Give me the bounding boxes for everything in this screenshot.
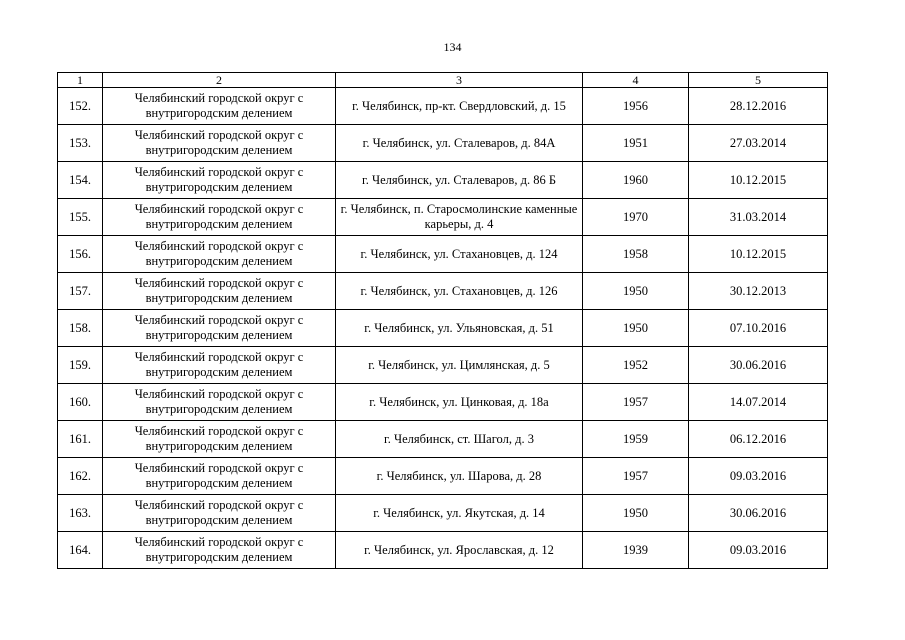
- address-cell: г. Челябинск, пр-кт. Свердловский, д. 15: [336, 88, 583, 125]
- row-number: 161.: [58, 421, 103, 458]
- date-cell: 07.10.2016: [689, 310, 828, 347]
- municipality-cell: Челябинский городской округ с внутригородским делением: [103, 384, 336, 421]
- municipality-cell: Челябинский городской округ с внутригородским делением: [103, 88, 336, 125]
- address-cell: г. Челябинск, ул. Якутская, д. 14: [336, 495, 583, 532]
- date-cell: 10.12.2015: [689, 236, 828, 273]
- column-header-2: 2: [103, 73, 336, 88]
- address-cell: г. Челябинск, ул. Сталеваров, д. 86 Б: [336, 162, 583, 199]
- date-cell: 30.06.2016: [689, 495, 828, 532]
- address-cell: г. Челябинск, ул. Стахановцев, д. 126: [336, 273, 583, 310]
- date-cell: 30.12.2013: [689, 273, 828, 310]
- year-cell: 1957: [583, 458, 689, 495]
- date-cell: 09.03.2016: [689, 532, 828, 569]
- municipality-cell: Челябинский городской округ с внутригородским делением: [103, 199, 336, 236]
- row-number: 152.: [58, 88, 103, 125]
- year-cell: 1956: [583, 88, 689, 125]
- row-number: 156.: [58, 236, 103, 273]
- municipality-cell: Челябинский городской округ с внутригородским делением: [103, 532, 336, 569]
- row-number: 157.: [58, 273, 103, 310]
- municipality-cell: Челябинский городской округ с внутригородским делением: [103, 162, 336, 199]
- column-header-5: 5: [689, 73, 828, 88]
- table-row: [58, 310, 828, 347]
- row-number: 153.: [58, 125, 103, 162]
- municipality-cell: Челябинский городской округ с внутригородским делением: [103, 310, 336, 347]
- municipality-cell: Челябинский городской округ с внутригородским делением: [103, 421, 336, 458]
- year-cell: 1960: [583, 162, 689, 199]
- municipality-cell: Челябинский городской округ с внутригородским делением: [103, 347, 336, 384]
- date-cell: 09.03.2016: [689, 458, 828, 495]
- row-number: 158.: [58, 310, 103, 347]
- date-cell: 27.03.2014: [689, 125, 828, 162]
- year-cell: 1951: [583, 125, 689, 162]
- row-number: 163.: [58, 495, 103, 532]
- row-number: 154.: [58, 162, 103, 199]
- address-cell: г. Челябинск, ул. Цинковая, д. 18а: [336, 384, 583, 421]
- year-cell: 1970: [583, 199, 689, 236]
- page-number: 134: [443, 40, 462, 54]
- year-cell: 1950: [583, 273, 689, 310]
- table-row: [58, 199, 828, 236]
- municipality-cell: Челябинский городской округ с внутригородским делением: [103, 125, 336, 162]
- row-number: 164.: [58, 532, 103, 569]
- municipality-cell: Челябинский городской округ с внутригородским делением: [103, 273, 336, 310]
- date-cell: 28.12.2016: [689, 88, 828, 125]
- column-header-1: 1: [58, 73, 103, 88]
- table-row: [58, 532, 828, 569]
- address-cell: г. Челябинск, ст. Шагол, д. 3: [336, 421, 583, 458]
- address-cell: г. Челябинск, ул. Сталеваров, д. 84А: [336, 125, 583, 162]
- table-row: [58, 273, 828, 310]
- year-cell: 1939: [583, 532, 689, 569]
- date-cell: 06.12.2016: [689, 421, 828, 458]
- year-cell: 1950: [583, 495, 689, 532]
- year-cell: 1959: [583, 421, 689, 458]
- table-row: [58, 347, 828, 384]
- table-row: [58, 236, 828, 273]
- column-header-4: 4: [583, 73, 689, 88]
- municipality-cell: Челябинский городской округ с внутригородским делением: [103, 495, 336, 532]
- table-row: [58, 162, 828, 199]
- address-cell: г. Челябинск, ул. Ярославская, д. 12: [336, 532, 583, 569]
- date-cell: 30.06.2016: [689, 347, 828, 384]
- address-cell: г. Челябинск, ул. Шарова, д. 28: [336, 458, 583, 495]
- table-row: [58, 421, 828, 458]
- address-cell: г. Челябинск, ул. Цимлянская, д. 5: [336, 347, 583, 384]
- date-cell: 14.07.2014: [689, 384, 828, 421]
- row-number: 159.: [58, 347, 103, 384]
- year-cell: 1957: [583, 384, 689, 421]
- row-number: 162.: [58, 458, 103, 495]
- year-cell: 1958: [583, 236, 689, 273]
- housing-registry-table: [57, 72, 828, 569]
- municipality-cell: Челябинский городской округ с внутригородским делением: [103, 458, 336, 495]
- row-number: 160.: [58, 384, 103, 421]
- table-row: [58, 88, 828, 125]
- date-cell: 10.12.2015: [689, 162, 828, 199]
- header-row: [58, 73, 828, 88]
- table-header: [58, 73, 828, 88]
- table-row: [58, 458, 828, 495]
- date-cell: 31.03.2014: [689, 199, 828, 236]
- table-body: [58, 88, 828, 569]
- column-header-3: 3: [336, 73, 583, 88]
- table-row: [58, 495, 828, 532]
- year-cell: 1952: [583, 347, 689, 384]
- address-cell: г. Челябинск, ул. Ульяновская, д. 51: [336, 310, 583, 347]
- table-row: [58, 384, 828, 421]
- address-cell: г. Челябинск, ул. Стахановцев, д. 124: [336, 236, 583, 273]
- year-cell: 1950: [583, 310, 689, 347]
- address-cell: г. Челябинск, п. Старосмолинские каменные карьеры, д. 4: [336, 199, 583, 236]
- table-row: [58, 125, 828, 162]
- row-number: 155.: [58, 199, 103, 236]
- municipality-cell: Челябинский городской округ с внутригородским делением: [103, 236, 336, 273]
